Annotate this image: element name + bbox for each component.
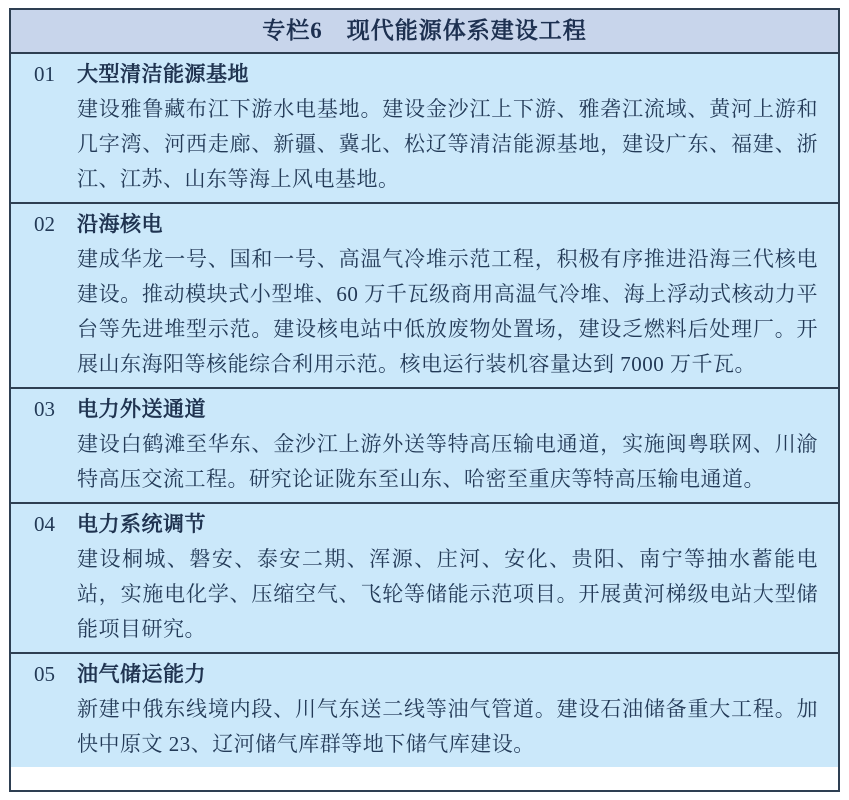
section-content [77,657,818,762]
section-content [77,207,818,382]
section-number: 03 [34,397,55,421]
section-body: 建设白鹤滩至华东、金沙江上游外送等特高压输电通道，实施闽粤联网、川渝特高压交流工程。研究论证陇东至山东、哈密至重庆等特高压输电通道。 [77,432,818,491]
section-05 [11,652,838,767]
section-number: 01 [34,62,55,86]
section-body: 建设桐城、磐安、泰安二期、浑源、庄河、安化、贵阳、南宁等抽水蓄能电站，实施电化学、压缩空气、飞轮等储能示范项目。开展黄河梯级电站大型储能项目研究。 [77,547,818,641]
section-content [77,507,818,647]
info-box [9,8,840,792]
section-03 [11,387,838,502]
section-body: 新建中俄东线境内段、川气东送二线等油气管道。建设石油储备重大工程。加快中原文 23、辽河储气库群等地下储气库建设。 [77,697,818,756]
section-body: 建成华龙一号、国和一号、高温气冷堆示范工程，积极有序推进沿海三代核电建设。推动模块式小型堆、60 万千瓦级商用高温气冷堆、海上浮动式核动力平台等先进堆型示范。建设核电站中低放废物处置场，建设乏燃料后处理厂。开展山东海阳等核能综合利用示范。核电运行装机容量达到 7000 万千瓦。 [77,247,818,376]
section-02 [11,202,838,387]
section-04 [11,502,838,652]
section-title: 电力系统调节 [77,512,206,536]
section-title: 沿海核电 [77,212,163,236]
section-content [77,57,818,197]
section-number: 05 [34,662,55,686]
section-body: 建设雅鲁藏布江下游水电基地。建设金沙江上下游、雅砻江流域、黄河上游和几字湾、河西走廊、新疆、冀北、松辽等清洁能源基地，建设广东、福建、浙江、江苏、山东等海上风电基地。 [77,97,818,191]
section-title: 大型清洁能源基地 [77,62,249,86]
section-title: 油气储运能力 [77,662,206,686]
section-01 [11,52,838,202]
box-title: 专栏6 现代能源体系建设工程 [11,10,838,52]
section-content [77,392,818,497]
section-number: 04 [34,512,55,536]
section-number: 02 [34,212,55,236]
section-title: 电力外送通道 [77,397,206,421]
